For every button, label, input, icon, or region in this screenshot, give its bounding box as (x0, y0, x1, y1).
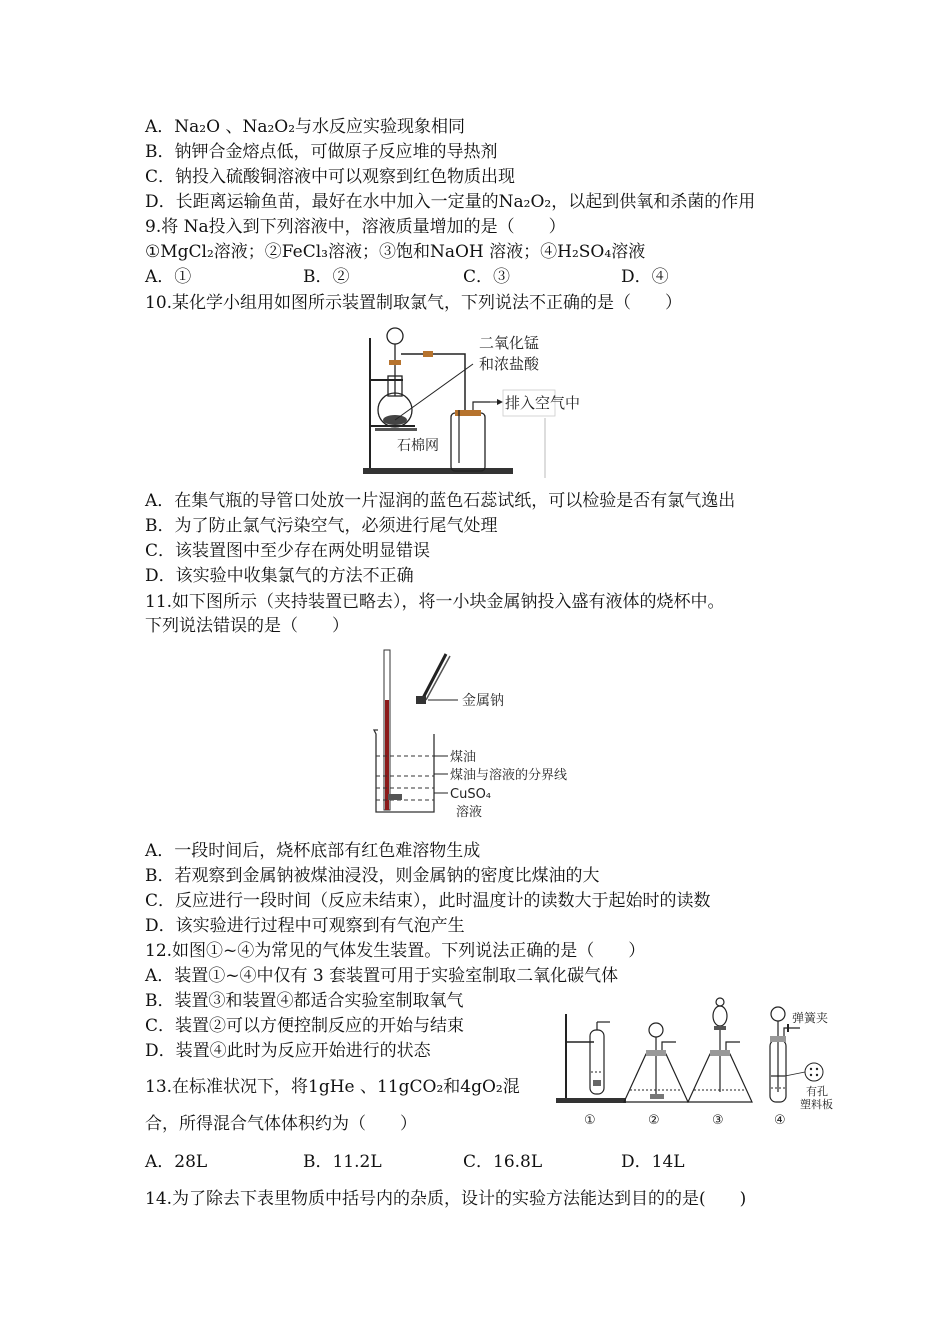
sodium-beaker-figure (370, 648, 590, 828)
q9-option-d: D．④ (621, 267, 669, 287)
q13-option-a: A．28L (145, 1152, 208, 1172)
label-solution: 溶液 (456, 805, 483, 820)
chlorine-apparatus-figure (355, 318, 581, 480)
q10-option-c: C．该装置图中至少存在两处明显错误 (145, 541, 431, 561)
q9-solutions: ①MgCl₂溶液；②FeCl₃溶液；③饱和NaOH 溶液；④H₂SO₄溶液 (145, 242, 646, 262)
q11-stem-line1: 11.如下图所示（夹持装置已略去），将一小块金属钠投入盛有液体的烧杯中。 (145, 592, 725, 612)
q11-option-a: A．一段时间后，烧杯底部有红色难溶物生成 (145, 841, 481, 861)
label-plate-2: 塑料板 (800, 1098, 833, 1111)
label-n4: ④ (774, 1113, 786, 1128)
label-plate-1: 有孔 (806, 1085, 828, 1098)
label-clamp: 弹簧夹 (792, 1011, 829, 1025)
q13-option-b: B．11.2L (303, 1152, 382, 1172)
q13-stem-line1: 13.在标准状况下，将1gHe 、11gCO₂和4gO₂混 (145, 1077, 520, 1097)
label-exhaust: 排入空气中 (505, 394, 581, 412)
label-hcl: 和浓盐酸 (479, 355, 540, 373)
q12-option-c: C．装置②可以方便控制反应的开始与结束 (145, 1016, 465, 1036)
q11-option-b: B．若观察到金属钠被煤油浸没，则金属钠的密度比煤油的大 (145, 866, 600, 886)
gas-generator-figure (548, 992, 848, 1130)
q9-option-a: A．① (145, 267, 192, 287)
q12-stem: 12.如图①~④为常见的气体发生装置。下列说法正确的是（ ） (145, 941, 646, 961)
label-n3: ③ (712, 1113, 724, 1128)
label-mno2: 二氧化锰 (479, 334, 540, 352)
q11-option-d: D．该实验进行过程中可观察到有气泡产生 (145, 916, 465, 936)
q11-option-c: C．反应进行一段时间（反应未结束），此时温度计的读数大于起始时的读数 (145, 891, 711, 911)
q10-option-b: B．为了防止氯气污染空气，必须进行尾气处理 (145, 516, 498, 536)
q12-option-b: B．装置③和装置④都适合实验室制取氧气 (145, 991, 464, 1011)
q10-stem: 10.某化学小组用如图所示装置制取氯气，下列说法不正确的是（ ） (145, 293, 683, 313)
q11-stem-line2: 下列说法错误的是（ ） (145, 616, 349, 636)
q13-option-c: C．16.8L (463, 1152, 543, 1172)
label-gauze: 石棉网 (397, 438, 439, 454)
q13-stem-line2: 合，所得混合气体体积约为（ ） (145, 1114, 417, 1134)
label-n1: ① (584, 1113, 596, 1128)
q8-option-b: B．钠钾合金熔点低，可做原子反应堆的导热剂 (145, 142, 498, 162)
q12-option-d: D．装置④此时为反应开始进行的状态 (145, 1041, 431, 1061)
q8-option-c: C．钠投入硫酸铜溶液中可以观察到红色物质出现 (145, 167, 516, 187)
label-cuso4: CuSO₄ (450, 787, 492, 802)
q9-stem: 9.将 Na投入到下列溶液中，溶液质量增加的是（ ） (145, 217, 566, 237)
q8-option-d: D．长距离运输鱼苗，最好在水中加入一定量的Na₂O₂，以起到供氧和杀菌的作用 (145, 192, 756, 212)
q8-option-a: A．Na₂O 、Na₂O₂与水反应实验现象相同 (145, 117, 466, 137)
q14-stem: 14.为了除去下表里物质中括号内的杂质，设计的实验方法能达到目的的是( ) (145, 1189, 747, 1209)
label-n2: ② (648, 1113, 660, 1128)
q9-option-c: C．③ (463, 267, 511, 287)
label-kerosene: 煤油 (450, 750, 477, 765)
q13-option-d: D．14L (621, 1152, 685, 1172)
label-interface: 煤油与溶液的分界线 (450, 768, 568, 783)
q12-option-a: A．装置①~④中仅有 3 套装置可用于实验室制取二氧化碳气体 (145, 966, 619, 986)
label-sodium: 金属钠 (462, 693, 504, 709)
q10-option-d: D．该实验中收集氯气的方法不正确 (145, 566, 414, 586)
q10-option-a: A．在集气瓶的导管口处放一片湿润的蓝色石蕊试纸，可以检验是否有氯气逸出 (145, 491, 736, 511)
q9-option-b: B．② (303, 267, 350, 287)
